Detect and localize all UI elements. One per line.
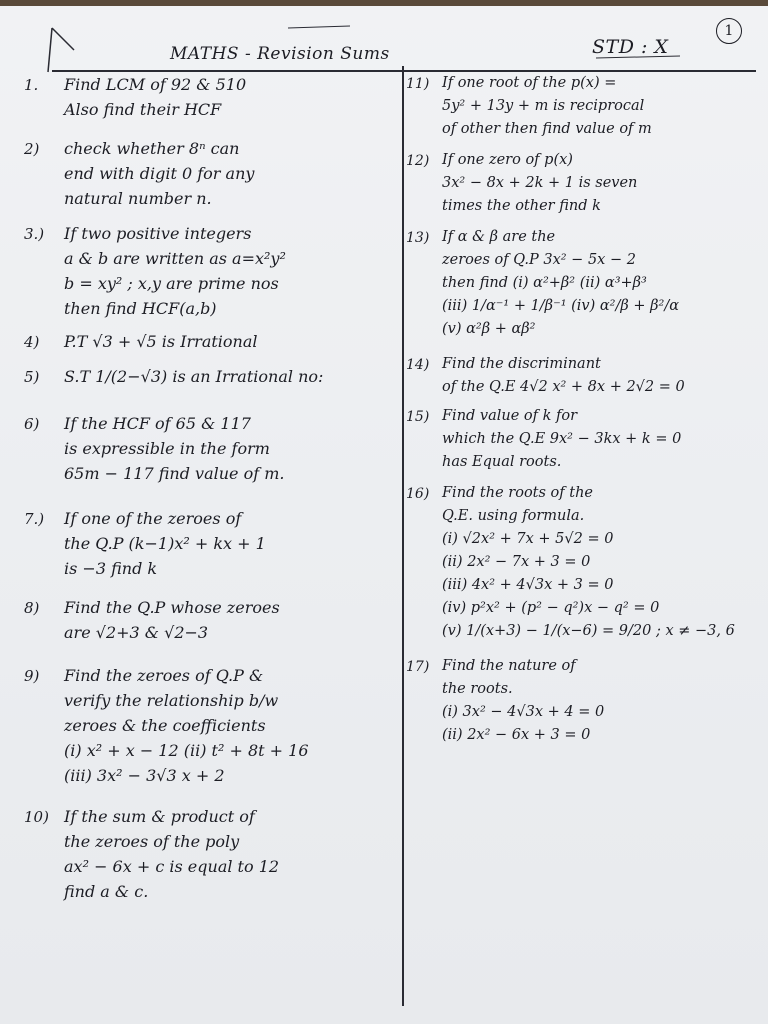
question-13	[406, 226, 756, 341]
question-line: Find LCM of 92 & 510	[64, 75, 247, 94]
question-line: (v) α²β + αβ²	[442, 321, 536, 337]
question-17	[406, 655, 756, 747]
question-line: of other then find value of m	[442, 121, 652, 137]
question-line: Find the nature of	[442, 658, 576, 674]
question-number: 2)	[24, 140, 40, 158]
question-number: 1.	[24, 76, 39, 94]
question-line: (iii) 3x² − 3√3 x + 2	[64, 766, 225, 785]
question-line: (iii) 4x² + 4√3x + 3 = 0	[442, 577, 614, 593]
question-line: natural number n.	[64, 189, 212, 208]
question-line: end with digit 0 for any	[64, 164, 255, 183]
question-line: Find value of k for	[442, 408, 578, 424]
question-line: times the other find k	[442, 198, 601, 214]
question-line: If the HCF of 65 & 117	[64, 414, 251, 433]
question-line: (i) x² + x − 12 (ii) t² + 8t + 16	[64, 741, 309, 760]
question-line: verify the relationship b/w	[64, 691, 279, 710]
question-16	[406, 482, 756, 643]
question-line: If one root of the p(x) =	[442, 75, 617, 91]
question-line: Find the Q.P whose zeroes	[64, 598, 280, 617]
question-number: 10)	[24, 808, 49, 826]
question-8	[24, 595, 402, 645]
question-5	[24, 364, 402, 389]
question-line: b = xy² ; x,y are prime nos	[64, 274, 279, 293]
question-line: (i) 3x² − 4√3x + 4 = 0	[442, 704, 605, 720]
question-number: 5)	[24, 368, 40, 386]
page-number: 1	[716, 18, 742, 44]
question-line: is −3 find k	[64, 559, 158, 578]
question-line: are √2+3 & √2−3	[64, 623, 209, 642]
question-line: find a & c.	[64, 882, 149, 901]
question-number: 9)	[24, 667, 40, 685]
question-line: 65m − 117 find value of m.	[64, 464, 285, 483]
question-line: P.T √3 + √5 is Irrational	[64, 332, 258, 351]
question-line: Find the zeroes of Q.P &	[64, 666, 264, 685]
question-line: (iv) p²x² + (p² − q²)x − q² = 0	[442, 600, 660, 616]
question-line: a & b are written as a=x²y²	[64, 249, 286, 268]
question-9	[24, 663, 402, 788]
column-divider	[402, 66, 404, 1006]
question-line: (ii) 2x² − 7x + 3 = 0	[442, 554, 591, 570]
question-line: zeroes of Q.P 3x² − 5x − 2	[442, 252, 636, 268]
question-number: 14)	[406, 357, 430, 373]
right-column	[406, 72, 756, 747]
question-line: of the Q.E 4√2 x² + 8x + 2√2 = 0	[442, 379, 685, 395]
question-line: If two positive integers	[64, 224, 252, 243]
question-line: then find HCF(a,b)	[64, 299, 217, 318]
page-title: MATHS - Revision Sums	[170, 44, 390, 64]
question-number: 11)	[406, 76, 430, 92]
question-line: (ii) 2x² − 6x + 3 = 0	[442, 727, 591, 743]
question-line: Find the roots of the	[442, 485, 594, 501]
question-line: the zeroes of the poly	[64, 832, 240, 851]
question-line: 3x² − 8x + 2k + 1 is seven	[442, 175, 638, 191]
question-2	[24, 136, 402, 211]
question-number: 4)	[24, 333, 40, 351]
question-number: 13)	[406, 230, 430, 246]
question-line: check whether 8ⁿ can	[64, 139, 240, 158]
question-14	[406, 353, 756, 399]
question-line: (iii) 1/α⁻¹ + 1/β⁻¹ (iv) α²/β + β²/α	[442, 298, 680, 314]
question-11	[406, 72, 756, 141]
question-line: 5y² + 13y + m is reciprocal	[442, 98, 645, 114]
question-12	[406, 149, 756, 218]
question-line: then find (i) α²+β² (ii) α³+β³	[442, 275, 647, 291]
question-line: the roots.	[442, 681, 513, 697]
question-line: which the Q.E 9x² − 3kx + k = 0	[442, 431, 682, 447]
question-10	[24, 804, 402, 904]
left-column	[24, 72, 402, 904]
question-6	[24, 411, 402, 486]
question-line: ax² − 6x + c is equal to 12	[64, 857, 280, 876]
question-line: If one zero of p(x)	[442, 152, 573, 168]
question-line: (i) √2x² + 7x + 5√2 = 0	[442, 531, 614, 547]
question-line: has Equal roots.	[442, 454, 562, 470]
question-line: Find the discriminant	[442, 356, 601, 372]
question-number: 12)	[406, 153, 430, 169]
question-line: S.T 1/(2−√3) is an Irrational no:	[64, 367, 324, 386]
question-4	[24, 329, 402, 354]
question-7	[24, 506, 402, 581]
question-line: If α & β are the	[442, 229, 556, 245]
question-line: Q.E. using formula.	[442, 508, 585, 524]
question-number: 16)	[406, 486, 430, 502]
question-line: If the sum & product of	[64, 807, 255, 826]
question-number: 15)	[406, 409, 430, 425]
question-number: 6)	[24, 415, 40, 433]
class-label: STD : X	[592, 36, 669, 58]
question-3	[24, 221, 402, 321]
question-15	[406, 405, 756, 474]
question-number: 3.)	[24, 225, 45, 243]
question-number: 7.)	[24, 510, 45, 528]
question-line: If one of the zeroes of	[64, 509, 242, 528]
question-line: is expressible in the form	[64, 439, 270, 458]
question-number: 17)	[406, 659, 430, 675]
question-1	[24, 72, 402, 122]
question-line: Also find their HCF	[64, 100, 222, 119]
question-number: 8)	[24, 599, 40, 617]
question-line: zeroes & the coefficients	[64, 716, 266, 735]
question-line: the Q.P (k−1)x² + kx + 1	[64, 534, 266, 553]
question-line: (v) 1/(x+3) − 1/(x−6) = 9/20 ; x ≠ −3, 6	[442, 623, 735, 639]
